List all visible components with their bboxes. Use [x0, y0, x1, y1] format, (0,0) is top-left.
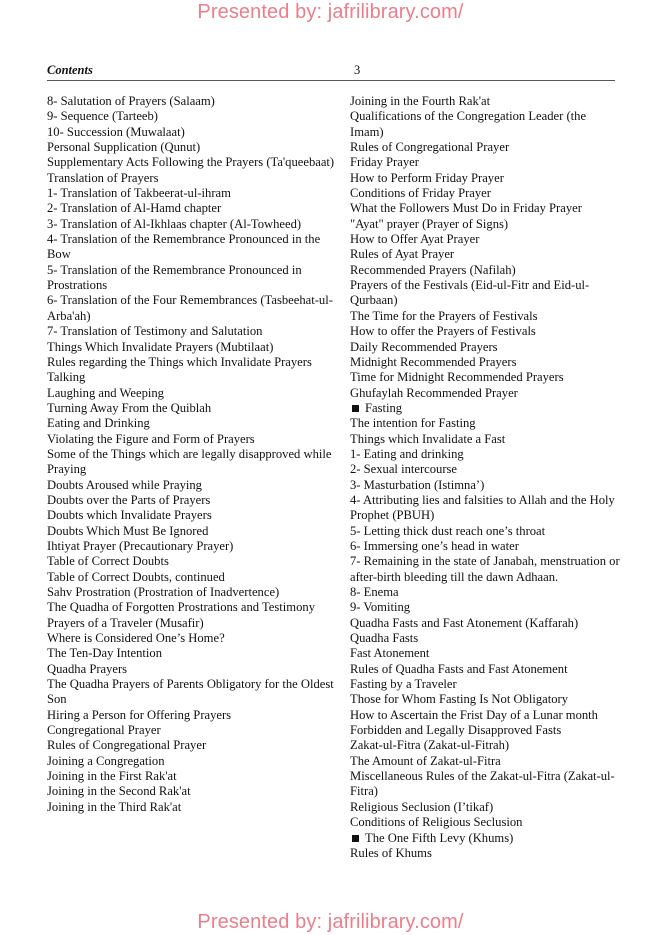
toc-entry: [47, 585, 337, 600]
toc-entry-text: The Amount of Zakat-ul-Fitra: [350, 753, 501, 768]
toc-entry: [350, 447, 620, 462]
toc-entry-text: 8- Salutation of Prayers (Salaam): [47, 94, 215, 108]
watermark-bottom: Presented by: jafrilibrary.com/: [197, 911, 464, 933]
toc-entry-text: Recommended Prayers (Nafilah): [350, 262, 516, 277]
toc-entry-text: Joining a Congregation: [47, 753, 165, 768]
toc-entry: [350, 754, 620, 769]
toc-entry: [350, 217, 620, 232]
toc-entry: [350, 524, 620, 539]
toc-entry-text: Fasting: [365, 400, 403, 415]
toc-entry: [47, 784, 337, 799]
toc-entry-text: 7- Remaining in the state of Janabah, menstruation or after-birth bleeding till the dawn Adhaan.: [350, 554, 620, 584]
toc-entry: [350, 600, 620, 615]
page-number: 3: [354, 63, 361, 77]
toc-entry-text: 1- Translation of Takbeerat-ul-ihram: [47, 186, 231, 201]
toc-entry-text: Qualifications of the Congregation Leader (the Imam): [350, 109, 587, 139]
square-bullet-icon: [352, 835, 359, 842]
running-title: Contents: [47, 63, 93, 77]
toc-entry: [47, 539, 337, 554]
toc-entry: [47, 600, 337, 615]
toc-entry: [47, 524, 337, 539]
toc-entry: [350, 186, 620, 201]
toc-entry-text: Things which Invalidate a Fast: [350, 431, 506, 446]
toc-entry-text: Turning Away From the Quiblah: [47, 400, 212, 415]
toc-entry: [47, 109, 337, 124]
toc-entry-text: Joining in the Second Rak'at: [47, 784, 191, 799]
toc-entry: [47, 386, 337, 401]
square-bullet-icon: [352, 405, 359, 412]
toc-entry: [350, 247, 620, 262]
toc-entry: [47, 554, 337, 569]
toc-entry: [47, 201, 337, 216]
toc-entry-text: The One Fifth Levy (Khums): [365, 830, 514, 845]
toc-entry-text: 2- Sexual intercourse: [350, 462, 458, 477]
toc-entry-text: Doubts over the Parts of Prayers: [47, 492, 211, 507]
toc-entry: [47, 708, 337, 723]
toc-entry: [47, 677, 337, 708]
toc-entry-text: Joining in the Fourth Rak'at: [350, 94, 491, 108]
toc-entry-text: Daily Recommended Prayers: [350, 339, 498, 354]
toc-entry-text: Conditions of Religious Seclusion: [350, 815, 523, 830]
toc-entry-text: Eating and Drinking: [47, 416, 150, 431]
toc-entry: [350, 263, 620, 278]
toc-entry-text: Some of the Things which are legally disapproved while Praying: [47, 446, 332, 477]
toc-entry-text: Supplementary Acts Following the Prayers (Ta'queebaat): [47, 155, 335, 170]
toc-entry-text: Sahv Prostration (Prostration of Inadvertence): [47, 585, 280, 599]
toc-entry-text: 5- Letting thick dust reach one’s throat: [350, 523, 546, 538]
toc-entry: [350, 432, 620, 447]
toc-entry-text: Doubts Aroused while Praying: [47, 477, 202, 492]
toc-entry: [350, 278, 620, 309]
toc-entry-text: Miscellaneous Rules of the Zakat-ul-Fitra (Zakat-ul-Fitra): [350, 769, 615, 799]
toc-entry-text: Doubts which Invalidate Prayers: [47, 508, 212, 523]
toc-entry-text: 6- Immersing one’s head in water: [350, 538, 519, 553]
toc-entry-text: 10- Succession (Muwalaat): [47, 124, 185, 139]
toc-entry: [350, 831, 620, 846]
toc-entry: [350, 109, 620, 140]
toc-entry-text: Doubts Which Must Be Ignored: [47, 523, 209, 538]
toc-entry: [47, 738, 337, 753]
toc-entry-text: Fast Atonement: [350, 646, 430, 661]
toc-entry: [47, 340, 337, 355]
toc-entry-text: Forbidden and Legally Disapproved Fasts: [350, 723, 562, 738]
toc-entry-text: Quadha Prayers: [47, 661, 128, 676]
toc-entry: [47, 508, 337, 523]
toc-entry-text: "Ayat" prayer (Prayer of Signs): [350, 216, 509, 231]
toc-entry-text: Personal Supplication (Qunut): [47, 140, 201, 155]
toc-entry: [350, 539, 620, 554]
toc-entry: [350, 462, 620, 477]
toc-entry: [350, 386, 620, 401]
toc-entry: [47, 401, 337, 416]
toc-entry-text: Religious Seclusion (I’tikaf): [350, 799, 494, 814]
toc-entry: [47, 416, 337, 431]
toc-entry: [47, 478, 337, 493]
toc-entry: [350, 355, 620, 370]
toc-entry: [350, 723, 620, 738]
toc-entry-text: Ghufaylah Recommended Prayer: [350, 385, 518, 400]
toc-entry-text: Rules regarding the Things which Invalidate Prayers: [47, 354, 312, 369]
toc-entry: [350, 692, 620, 707]
toc-entry-text: Those for Whom Fasting Is Not Obligatory: [350, 692, 569, 707]
toc-entry-text: What the Followers Must Do in Friday Prayer: [350, 201, 582, 216]
toc-entry: [47, 186, 337, 201]
toc-entry: [350, 94, 620, 109]
toc-entry-text: Zakat-ul-Fitra (Zakat-ul-Fitrah): [350, 738, 510, 753]
toc-entry-text: 5- Translation of the Remembrance Pronounced in Prostrations: [47, 262, 302, 293]
toc-entry: [47, 616, 337, 631]
toc-entry: [350, 554, 620, 585]
toc-entry-text: How to offer the Prayers of Festivals: [350, 324, 536, 339]
toc-entry: [350, 738, 620, 753]
toc-entry: [350, 201, 620, 216]
toc-entry-text: 9- Sequence (Tarteeb): [47, 109, 159, 124]
toc-entry-text: Quadha Fasts and Fast Atonement (Kaffarah): [350, 615, 579, 630]
toc-entry: [350, 324, 620, 339]
toc-entry-text: How to Ascertain the Frist Day of a Lunar month: [350, 707, 598, 722]
toc-entry: [47, 293, 337, 324]
watermark-top: Presented by: jafrilibrary.com/: [197, 1, 464, 23]
toc-entry: [350, 846, 620, 861]
toc-entry-text: Congregational Prayer: [47, 723, 161, 738]
toc-entry-text: Quadha Fasts: [350, 631, 419, 646]
toc-entry: [47, 493, 337, 508]
toc-entry: [350, 370, 620, 385]
toc-entry: [350, 769, 620, 800]
toc-entry-text: 2- Translation of Al-Hamd chapter: [47, 201, 222, 216]
toc-entry: [47, 570, 337, 585]
toc-entry: [47, 646, 337, 661]
toc-entry-text: Prayers of the Festivals (Eid-ul-Fitr and Eid-ul-Qurbaan): [350, 278, 590, 308]
toc-entry: [47, 155, 337, 170]
contents-left-column: [47, 94, 337, 815]
toc-entry: [47, 94, 337, 109]
toc-entry-text: The Ten-Day Intention: [47, 646, 162, 661]
page-header: [47, 63, 615, 81]
toc-entry-text: 1- Eating and drinking: [350, 446, 464, 461]
toc-entry: [350, 140, 620, 155]
toc-entry: [350, 416, 620, 431]
toc-entry-text: Hiring a Person for Offering Prayers: [47, 707, 232, 722]
toc-entry-text: Joining in the Third Rak'at: [47, 799, 182, 814]
toc-entry-text: Where is Considered One’s Home?: [47, 631, 225, 646]
toc-entry: [47, 432, 337, 447]
toc-entry: [47, 171, 337, 186]
toc-entry: [47, 754, 337, 769]
toc-entry-text: Rules of Ayat Prayer: [350, 247, 455, 262]
toc-entry: [47, 263, 337, 294]
toc-entry-text: The intention for Fasting: [350, 416, 476, 431]
toc-entry: [47, 370, 337, 385]
toc-entry-text: The Time for the Prayers of Festivals: [350, 308, 538, 323]
toc-entry-text: Prayers of a Traveler (Musafir): [47, 615, 204, 630]
toc-entry-text: Rules of Congregational Prayer: [350, 140, 510, 155]
toc-entry: [350, 616, 620, 631]
toc-entry-text: Joining in the First Rak'at: [47, 769, 177, 784]
toc-entry: [47, 140, 337, 155]
toc-entry: [47, 447, 337, 478]
toc-entry: [47, 355, 337, 370]
toc-entry-text: Friday Prayer: [350, 155, 419, 170]
toc-entry-text: 8- Enema: [350, 585, 399, 599]
toc-entry: [350, 815, 620, 830]
toc-entry-text: Rules of Quadha Fasts and Fast Atonement: [350, 661, 568, 676]
toc-entry-text: 3- Translation of Al-Ikhlaas chapter (Al-Towheed): [47, 216, 302, 231]
toc-entry-text: Conditions of Friday Prayer: [350, 186, 491, 201]
toc-entry: [350, 800, 620, 815]
toc-entry: [350, 631, 620, 646]
toc-entry: [350, 401, 620, 416]
toc-entry-text: Rules of Congregational Prayer: [47, 738, 207, 753]
toc-entry-text: 4- Attributing lies and falsities to Allah and the Holy Prophet (PBUH): [350, 492, 615, 523]
toc-entry-text: Things Which Invalidate Prayers (Mubtilaat): [47, 339, 274, 354]
toc-entry: [350, 340, 620, 355]
toc-entry: [350, 478, 620, 493]
toc-entry: [47, 232, 337, 263]
toc-entry-text: 6- Translation of the Four Remembrances (Tasbeehat-ul-Arba'ah): [47, 293, 333, 323]
toc-entry-text: Midnight Recommended Prayers: [350, 354, 517, 369]
toc-entry: [350, 309, 620, 324]
toc-entry: [47, 125, 337, 140]
toc-entry-text: The Quadha Prayers of Parents Obligatory for the Oldest Son: [47, 677, 334, 707]
toc-entry-text: Laughing and Weeping: [47, 385, 164, 400]
toc-entry: [350, 585, 620, 600]
toc-entry: [350, 708, 620, 723]
toc-entry-text: Translation of Prayers: [47, 170, 159, 185]
toc-entry: [350, 155, 620, 170]
toc-entry-text: Fasting by a Traveler: [350, 677, 457, 692]
toc-entry: [350, 493, 620, 524]
toc-entry: [350, 646, 620, 661]
toc-entry-text: Table of Correct Doubts: [47, 554, 169, 569]
toc-entry: [350, 232, 620, 247]
toc-entry: [47, 631, 337, 646]
toc-entry: [350, 677, 620, 692]
toc-entry-text: How to Perform Friday Prayer: [350, 170, 504, 185]
toc-entry-text: Ihtiyat Prayer (Precautionary Prayer): [47, 538, 234, 553]
toc-entry-text: The Quadha of Forgotten Prostrations and Testimony: [47, 600, 315, 615]
toc-entry-text: 4- Translation of the Remembrance Pronounced in the Bow: [47, 232, 321, 262]
toc-entry: [47, 662, 337, 677]
toc-entry-text: Rules of Khums: [350, 845, 432, 860]
toc-entry: [47, 800, 337, 815]
toc-entry-text: Violating the Figure and Form of Prayers: [47, 431, 255, 446]
toc-entry-text: 9- Vomiting: [350, 600, 411, 615]
toc-entry: [350, 662, 620, 677]
toc-entry: [47, 217, 337, 232]
toc-entry-text: Talking: [47, 370, 86, 385]
toc-entry: [350, 171, 620, 186]
toc-entry-text: How to Offer Ayat Prayer: [350, 232, 480, 247]
toc-entry: [47, 769, 337, 784]
toc-entry-text: 3- Masturbation (Istimna’): [350, 477, 485, 492]
toc-entry-text: Time for Midnight Recommended Prayers: [350, 370, 564, 385]
toc-entry: [47, 723, 337, 738]
toc-entry-text: 7- Translation of Testimony and Salutation: [47, 324, 263, 339]
contents-right-column: [350, 94, 620, 861]
toc-entry: [47, 324, 337, 339]
toc-entry-text: Table of Correct Doubts, continued: [47, 569, 225, 584]
